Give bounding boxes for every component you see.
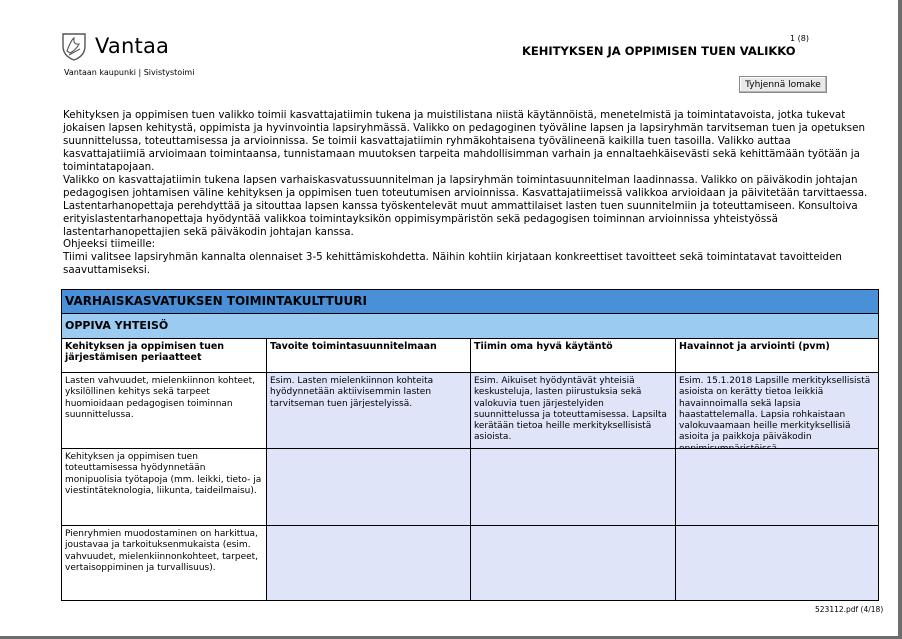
column-header-evaluation: Havainnot ja arviointi (pvm) (679, 341, 830, 352)
organization-line: Vantaan kaupunki | Sivistystoimi (64, 68, 195, 77)
goal-field[interactable] (267, 449, 471, 525)
instructions-text: Tiimi valitsee lapsiryhmän kannalta olennaiset 3-5 kehittämiskohdetta. Näihin kohtiin kirjataan konkreettiset tavoitteet sekä toimintatavat tavoitteiden saavuttamiseksi. (63, 250, 842, 276)
goal-field[interactable]: Esim. Lasten mielenkiinnon kohteita hyödynnetään aktiivisemmin lasten tarvitseman tuen järjestelyissä. (267, 373, 471, 448)
practice-field[interactable] (471, 449, 676, 525)
subsection-title: OPPIVA YHTEISÖ (62, 314, 878, 339)
table-row (62, 449, 878, 526)
table-row (62, 526, 878, 600)
intro-paragraph-2: Valikko on kasvattajatiimin tukena lapsen varhaiskasvatussuunnitelman ja lapsiryhmän toimintasuunnitelman laadinnassa. Valikko on päiväkodin johtajan pedagogisen johtamisen väline kehityksen ja oppimisen tuen toteutumisen arvioinnissa. Kasvattajatiimeissä valikkoa arvioidaan ja päivitetään tarvittaessa. Lastentarhanopettaja perehdyttää ja sitouttaa lapsen kanssa työskentelevät muut ammattilaiset lasten tuen suunnitelmiin ja toteuttamiseen. Konsultoiva erityislastentarhanopettaja hyödyntää valikkoa toimintayksikön oppimisympäristön sekä pedagogisen toiminnan arvioinnissa yhteistyössä lastentarhanopettajien sekä päiväkodin johtajan kanssa. (63, 174, 868, 238)
vantaa-logo (61, 31, 169, 61)
logo-text: Vantaa (95, 34, 170, 58)
evaluation-field[interactable]: Esim. 15.1.2018 Lapsille merkityksellisistä asioista on kerätty tietoa leikkiä havainnoimalla sekä lapsia haastattelemalla. Lapsia rohkaistaan valokuvaamaan heille merkityksellisiä asioita ja paikkoja päiväkodin (676, 373, 878, 448)
column-header-practice: Tiimin oma hyvä käytäntö (471, 339, 676, 372)
support-menu-table (61, 289, 879, 601)
evaluation-field[interactable] (676, 449, 878, 525)
section-title: VARHAISKASVATUKSEN TOIMINTAKULTTUURI (62, 290, 878, 314)
principle-cell: Pienryhmien muodostaminen on harkittua, joustavaa ja tarkoituksenmukaista (esim. vahvuudet, mielenkiinnonkohteet, tarpeet, vertaisoppiminen ja turvallisuus). (62, 526, 267, 600)
page-number: 1 (8) (790, 34, 809, 43)
window-edge-right (898, 0, 902, 639)
team-instructions (63, 238, 875, 277)
vantaa-crest-icon (61, 31, 87, 61)
goal-field[interactable] (267, 526, 471, 600)
document-title: KEHITYKSEN JA OPPIMISEN TUEN VALIKKO (522, 44, 796, 58)
table-row (62, 373, 878, 449)
instructions-heading: Ohjeeksi tiimeille: (63, 238, 156, 250)
column-header-goal: Tavoite toimintasuunnitelmaan (267, 339, 471, 372)
principle-cell: Lasten vahvuudet, mielenkiinnon kohteet, yksilöllinen kehitys sekä tarpeet huomioidaan pedagogisen toiminnan suunnittelussa. (62, 373, 267, 448)
table-header-row (62, 339, 878, 373)
intro-paragraph-1: Kehityksen ja oppimisen tuen valikko toimii kasvattajatiimin tukena ja muistilistana niistä käytännöistä, menetelmistä ja toimintatavoista, jotka tukevat jokaisen lapsen kehitystä, oppimista ja hyvinvointia lapsiryhmässä. Valikko on pedagoginen työväline lapsen ja lapsiryhmän tarvitseman tuen ja opetuksen suunnittelussa, toteuttamisessa ja arvioinnissa. Se toimii kasvattajatiimin ryhmäkohtaisena työvälineenä kaikilla tuen tasoilla. Valikko auttaa kasvattajatiimiä arvioimaan toimintaansa, tunnistamaan muutoksen tarpeita mahdollisimman varhain ja ennaltaehkäisevästi sekä kehittämään työtään ja toimintatapojaan. (63, 109, 866, 173)
file-label: 523112.pdf (4/18) (815, 605, 884, 614)
principle-cell: Kehityksen ja oppimisen tuen toteuttamisessa hyödynnetään monipuolisia työtapoja (mm. leikki, tieto- ja viestintäteknologia, liikunta, taideilmaisu). (62, 449, 267, 525)
practice-field[interactable] (471, 526, 676, 600)
practice-field[interactable]: Esim. Aikuiset hyödyntävät yhteisiä keskusteluja, lasten piirustuksia sekä valokuvia tuen järjestelyiden suunnittelussa ja toteuttamisessa. Lapsilta kerätään tietoa heille merkityksellisistä asioista. (471, 373, 676, 448)
clear-form-button[interactable]: Tyhjennä lomake (739, 76, 827, 93)
column-header-principles: Kehityksen ja oppimisen tuen järjestämisen periaatteet (62, 339, 267, 372)
evaluation-field[interactable] (676, 526, 878, 600)
